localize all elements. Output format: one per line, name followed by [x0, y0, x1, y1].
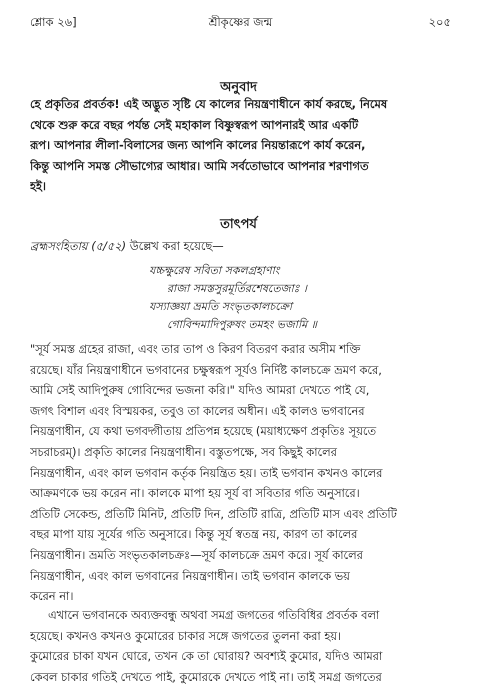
translation-text [30, 94, 450, 197]
sanskrit-verse-line: রাজা সমস্তসুরমূর্তিরশেষতেজাঃ । [167, 282, 307, 295]
translation-line: থেকে শুরু করে বছর পর্যন্ত সেই মহাকাল বিষ্ণুস্বরূপ আপনারই আর একটি [30, 117, 359, 132]
purport-line: "সূর্য সমস্ত গ্রহের রাজা, এবং তার তাপ ও কিরণ বিতরণ করার অসীম শক্তি [30, 342, 361, 356]
sanskrit-verse-line: যচ্চক্ষুরেষ সবিতা সকলগ্রহাণাং [149, 264, 280, 277]
purport-line: বছর মাপা যায় সূর্যের গতি অনুসারে। কিন্তু সূর্য স্বতন্ত্র নয়, কারণ তা কালের [30, 527, 358, 542]
translation-line: হই। [30, 179, 46, 194]
page-number: ২০৫ [428, 15, 451, 29]
citation-text: উল্লেখ করা হয়েছে— [126, 239, 224, 253]
translation-line: হে প্রকৃতির প্রবর্তক! এই অদ্ভুত সৃষ্টি যে কালের নিয়ন্ত্রণাধীনে কার্য করছে, নিমেষ [30, 97, 388, 111]
purport-line: আক্রমণকে ভয় করেন না। কালকে মাপা হয় সূর্য বা সবিতার গতি অনুসারে। [30, 486, 360, 501]
purport-line: নিয়ন্ত্রণাধীন, এবং কাল ভগবানের নিয়ন্ত্রণাধীন। তাই ভগবান কালকে ভয় [30, 568, 350, 583]
purport-line: কুমোরের চাকা যখন ঘোরে, তখন কে তা ঘোরায়? অবশ্যই কুমোর, যদিও আমরা [30, 649, 383, 664]
citation-source: ব্রহ্মসংহিতায় (৫/৫২) [30, 239, 127, 253]
running-header [30, 14, 451, 32]
purport-line: হয়েছে। কখনও কখনও কুমোরের চাকার সঙ্গে জগতের তুলনা করা হয়। [30, 628, 342, 643]
purport-line: নিয়ন্ত্রণাধীন, যে কথা ভগবদ্গীতায় প্রতিপন্ন হয়েছে (ময়াধ্যক্ষেণ প্রকৃতিঃ সূয়তে [30, 424, 377, 439]
purport-line: নিয়ন্ত্রণাধীন, এবং কাল ভগবান কর্তৃক নিয়ন্ত্রিত হয়। তাই ভগবান কখনও কালের [30, 465, 383, 480]
purport-line: সচরাচরম্)। প্রকৃতি কালের নিয়ন্ত্রণাধীন। বস্তুতপক্ষে, সব কিছুই কালের [30, 444, 337, 459]
verse-reference: শ্লোক ২৬] [30, 15, 77, 29]
sanskrit-verse-line: যস্যাজ্ঞয়া ভ্রমতি সংভৃতকালচক্রো [149, 300, 293, 313]
purport-line: জগৎ বিশাল এবং বিস্ময়কর, তবুও তা কালের অধীন। এই কালও ভগবানের [30, 403, 365, 418]
purport-line: এখানে ভগবানকে অব্যক্তবন্ধু অথবা সমগ্র জগতের গতিবিধির প্রবর্তক বলা [48, 608, 380, 622]
purport-line: আমি সেই আদিপুরুষ গোবিন্দের ভজনা করি।" যদিও আমরা দেখতে পাই যে, [30, 383, 370, 398]
purport-heading: তাৎপর্য [220, 217, 257, 232]
purport-paragraph [30, 339, 450, 607]
purport-paragraph [30, 605, 450, 687]
sanskrit-verse-line: গোবিন্দমাদিপুরুষং তমহং ভজামি ॥ [167, 318, 317, 331]
translation-line: কিন্তু আপনি সমস্ত সৌভাগ্যের আধার। আমি সর্বতোভাবে আপনার শরণাগত [30, 158, 369, 173]
purport-line: রয়েছে। যাঁর নিয়ন্ত্রণাধীনে ভগবানের চক্ষুস্বরূপ সূর্যও নির্দিষ্ট কালচক্রে ভ্রমণ করে, [30, 362, 382, 377]
translation-line: রূপ। আপনার লীলা-বিলাসের জন্য আপনি কালের নিয়ন্তারূপে কার্য করেন, [30, 138, 366, 153]
purport-line: কেবল চাকার গতিই দেখতে পাই, কুমোরকে দেখতে পাই না। তাই সমগ্র জগতের [30, 669, 382, 684]
purport-line: নিয়ন্ত্রণাধীন। ভ্রমতি সংভৃতকালচক্রঃ—সূর্য কালচক্রে ভ্রমণ করে। সূর্য কালের [30, 547, 363, 562]
purport-line: করেন না। [30, 589, 74, 604]
purport-citation [30, 238, 224, 257]
translation-heading: অনুবাদ [220, 80, 257, 95]
purport-line: প্রতিটি সেকেন্ড, প্রতিটি মিনিট, প্রতিটি দিন, প্রতিটি রাত্রি, প্রতিটি মাস এবং প্রতিটি [30, 506, 397, 521]
chapter-title: শ্রীকৃষ্ণের জন্ম [208, 15, 273, 29]
